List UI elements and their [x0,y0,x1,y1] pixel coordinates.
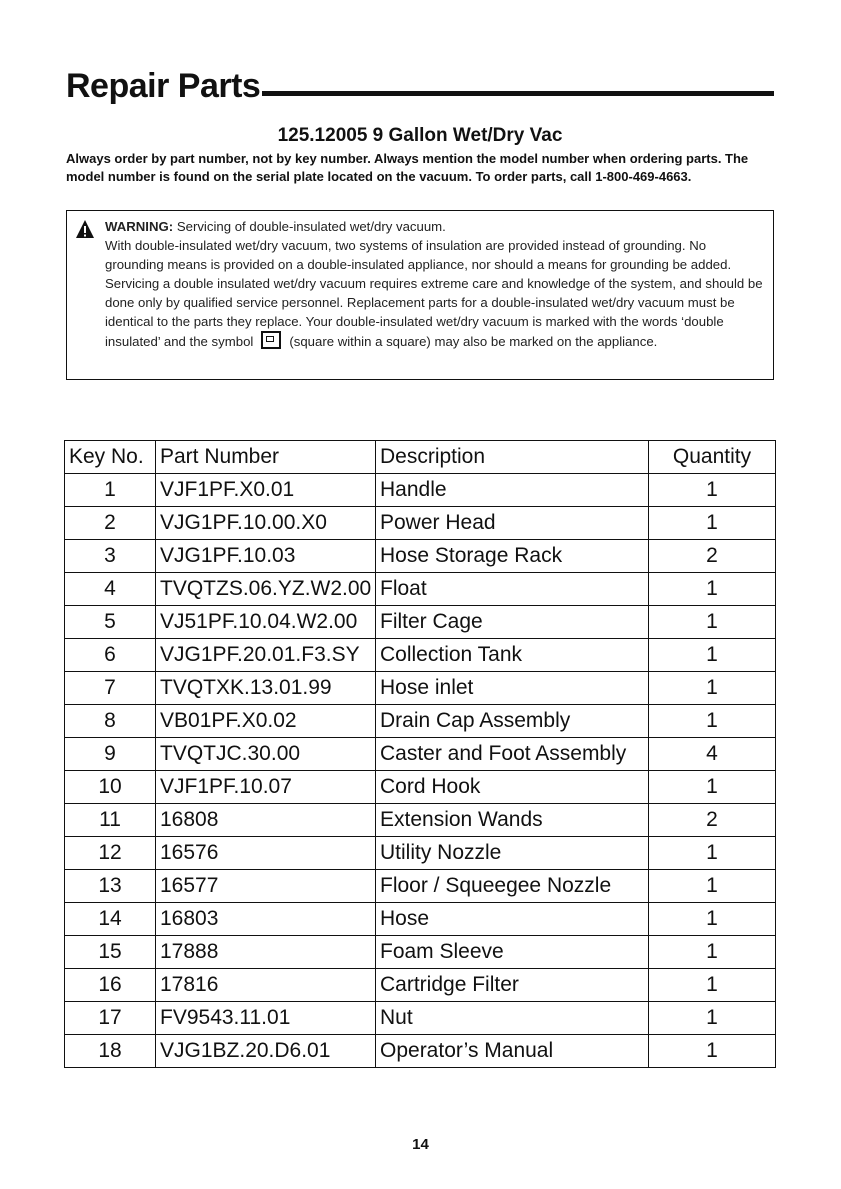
description-cell: Hose [376,903,649,936]
description-cell: Nut [376,1002,649,1035]
part-number-cell: VJG1PF.10.03 [156,540,376,573]
table-header-row [65,441,776,474]
table-row [65,573,776,606]
key-no-cell: 3 [65,540,156,573]
table-row [65,936,776,969]
description-cell: Floor / Squeegee Nozzle [376,870,649,903]
part-number-cell: 17888 [156,936,376,969]
table-row [65,606,776,639]
quantity-cell: 2 [649,804,776,837]
key-no-cell: 4 [65,573,156,606]
quantity-cell: 1 [649,903,776,936]
header-key-no: Key No. [65,441,156,474]
key-no-cell: 14 [65,903,156,936]
table-row [65,705,776,738]
part-number-cell: 16577 [156,870,376,903]
quantity-cell: 1 [649,639,776,672]
part-number-cell: 16576 [156,837,376,870]
table-row [65,672,776,705]
key-no-cell: 10 [65,771,156,804]
table-row [65,771,776,804]
part-number-cell: VJG1PF.20.01.F3.SY [156,639,376,672]
description-cell: Extension Wands [376,804,649,837]
quantity-cell: 1 [649,936,776,969]
key-no-cell: 7 [65,672,156,705]
table-row [65,870,776,903]
key-no-cell: 6 [65,639,156,672]
quantity-cell: 1 [649,1035,776,1068]
description-cell: Hose Storage Rack [376,540,649,573]
quantity-cell: 1 [649,771,776,804]
quantity-cell: 1 [649,573,776,606]
double-insulated-square-icon [261,331,281,349]
part-number-cell: VJ51PF.10.04.W2.00 [156,606,376,639]
quantity-cell: 1 [649,1002,776,1035]
description-cell: Power Head [376,507,649,540]
page-title: Repair Parts [66,67,261,105]
ordering-instructions: Always order by part number, not by key number. Always mention the model number when ordering parts. The model number is found on the serial plate located on the vacuum. To order parts, call 1-800-469-4663. [66,151,749,184]
part-number-cell: TVQTJC.30.00 [156,738,376,771]
warning-label: WARNING: [105,219,174,234]
header-rule [262,91,774,96]
quantity-cell: 2 [649,540,776,573]
key-no-cell: 18 [65,1035,156,1068]
description-cell: Caster and Foot Assembly [376,738,649,771]
key-no-cell: 15 [65,936,156,969]
warning-lead: Servicing of double-insulated wet/dry vacuum. [176,219,446,234]
description-cell: Handle [376,474,649,507]
quantity-cell: 1 [649,606,776,639]
table-row [65,804,776,837]
table-row [65,540,776,573]
quantity-cell: 4 [649,738,776,771]
table-row [65,738,776,771]
header-description: Description [376,441,649,474]
key-no-cell: 9 [65,738,156,771]
part-number-cell: VB01PF.X0.02 [156,705,376,738]
quantity-cell: 1 [649,969,776,1002]
description-cell: Filter Cage [376,606,649,639]
description-cell: Cartridge Filter [376,969,649,1002]
key-no-cell: 17 [65,1002,156,1035]
quantity-cell: 1 [649,870,776,903]
part-number-cell: VJG1BZ.20.D6.01 [156,1035,376,1068]
page-header [66,66,774,114]
part-number-cell: VJF1PF.X0.01 [156,474,376,507]
header-part-number: Part Number [156,441,376,474]
part-number-cell: VJG1PF.10.00.X0 [156,507,376,540]
description-cell: Float [376,573,649,606]
part-number-cell: 17816 [156,969,376,1002]
page-number: 14 [412,1136,429,1153]
part-number-cell: FV9543.11.01 [156,1002,376,1035]
key-no-cell: 2 [65,507,156,540]
table-row [65,1035,776,1068]
part-number-cell: VJF1PF.10.07 [156,771,376,804]
quantity-cell: 1 [649,507,776,540]
key-no-cell: 11 [65,804,156,837]
quantity-cell: 1 [649,837,776,870]
warning-body: With double-insulated wet/dry vacuum, two systems of insulation are provided instead of grounding. No grounding means is provided on a double-insulated appliance, nor should a means for grounding be added. Servicing a double insulated wet/dry vacuum requires extreme care and knowledge of the system, and should be done only by qualified service personnel. Replacement parts for a double-insulated wet/dry vacuum must be identical to the parts they replace. Your double-insulated wet/dry vacuum is marked with the words ‘double insulated’ and the symbol [105,238,763,349]
description-cell: Utility Nozzle [376,837,649,870]
warning-box [66,210,774,380]
table-row [65,474,776,507]
warning-tail: (square within a square) may also be marked on the appliance. [289,334,658,349]
description-cell: Operator’s Manual [376,1035,649,1068]
table-row [65,837,776,870]
part-number-cell: TVQTZS.06.YZ.W2.00 [156,573,376,606]
part-number-cell: TVQTXK.13.01.99 [156,672,376,705]
warning-text [105,217,765,351]
quantity-cell: 1 [649,672,776,705]
table-row [65,639,776,672]
key-no-cell: 12 [65,837,156,870]
description-cell: Drain Cap Assembly [376,705,649,738]
description-cell: Foam Sleeve [376,936,649,969]
warning-triangle-icon [75,219,95,239]
key-no-cell: 16 [65,969,156,1002]
description-cell: Hose inlet [376,672,649,705]
description-cell: Cord Hook [376,771,649,804]
part-number-cell: 16803 [156,903,376,936]
key-no-cell: 8 [65,705,156,738]
key-no-cell: 13 [65,870,156,903]
header-quantity: Quantity [649,441,776,474]
key-no-cell: 5 [65,606,156,639]
part-number-cell: 16808 [156,804,376,837]
key-no-cell: 1 [65,474,156,507]
quantity-cell: 1 [649,474,776,507]
description-cell: Collection Tank [376,639,649,672]
repair-parts-table [64,440,776,1068]
table-row [65,1002,776,1035]
table-row [65,969,776,1002]
quantity-cell: 1 [649,705,776,738]
table-row [65,903,776,936]
model-title: 125.12005 9 Gallon Wet/Dry Vac [277,125,563,146]
table-row [65,507,776,540]
